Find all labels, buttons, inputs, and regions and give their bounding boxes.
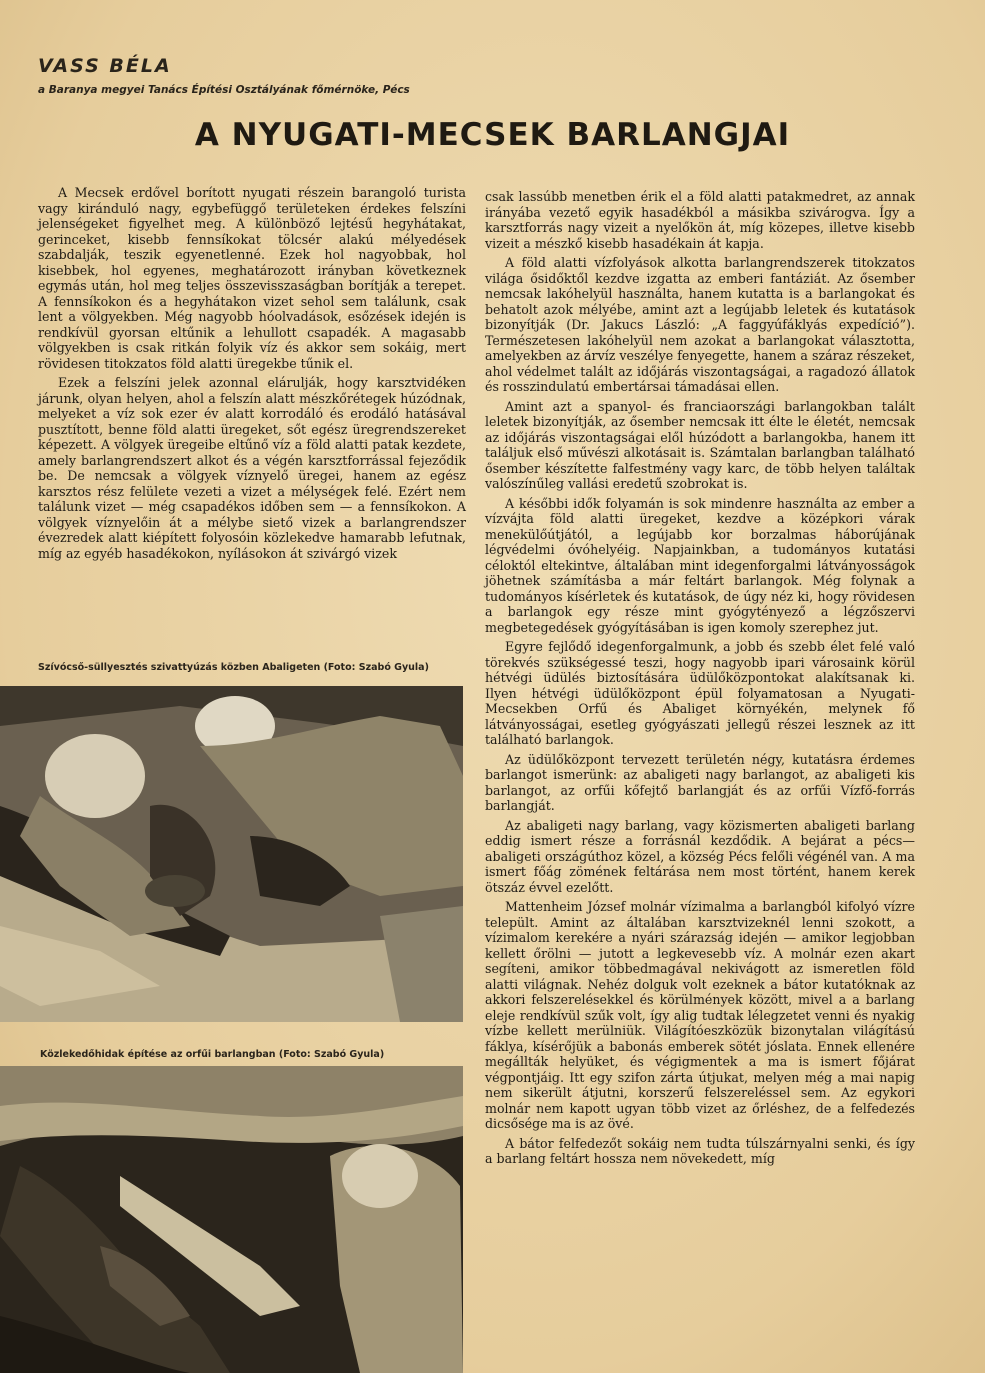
photo-suction-pipe (0, 686, 463, 1022)
right-column (485, 189, 915, 1171)
paragraph: A bátor felfedezőt sokáig nem tudta túlszárnyalni senki, és így a barlang feltárt hossza nem növekedett, míg (485, 1135, 915, 1166)
author-affiliation: a Baranya megyei Tanács Építési Osztályának főmérnöke, Pécs (38, 84, 410, 96)
paragraph: Amint azt a spanyol- és franciaországi barlangokban talált leletek bizonyítják, az ősember nemcsak itt élte le életét, nemcsak az időjárás viszontagságai elől húzódott a barlangokba, hanem itt találjuk első művészi alkotásait is. Számtalan barlangban található ősember készítette falfestmény vagy karc, de több helyen találtak valószínűleg vallási eredetű szobrokat is. (485, 398, 915, 491)
author-name: VASS BÉLA (38, 55, 172, 77)
photo-caption-1: Szívócső-süllyesztés szivattyúzás közben Abaligeten (Foto: Szabó Gyula) (38, 662, 429, 673)
paragraph: A Mecsek erdővel borított nyugati részein barangoló turista vagy kiránduló nagy, egybefüggő területeken érdekes felszíni jelenségeket figyelhet meg. A különböző lejtésű hegyhátakat, gerinceket, kisebb fennsíkokat tölcsér alakú mélyedések szabdalják, teszik egyenetlenné. Ezek hol nagyobbak, hol kisebbek, hol egyenes, meghatározott irányban következnek egymás után, hol meg teljes összevisszaságban borítják a terepet. A fennsíkokon és a hegyhátakon vizet sehol sem találunk, csak lent a völgyekben. Még nagyobb hóolvadások, esőzések idején is rendkívül gyorsan eltűnik a lehullott csapadék. A magasabb völgyekben is csak ritkán folyik víz és akkor sem sokáig, mert rövidesen titokzatos föld alatti üregekbe tűnik el. (38, 185, 466, 371)
paragraph: Ezek a felszíni jelek azonnal elárulják, hogy karsztvidéken járunk, olyan helyen, ahol a felszín alatt mészkőrétegek húzódnak, melyeket a víz sok ezer év alatt korrodáló és erodáló hatásával pusztított, benne föld alatti üregeket, sőt egész üregrendszereket képezett. A völgyek üregeibe eltűnő víz a föld alatti patak kezdete, amely barlangrendszert alkot és a végén karsztforrással fejeződik be. De nemcsak a völgyek víznyelő üregei, hanem az egész karsztos rész felülete vezeti a vizet a mélységek felé. Ezért nem találunk vizet — még csapadékos időben sem — a fennsíkokon. A völgyek víznyelőin át a mélybe siető vizek a barlangrendszer évezredek alatt kiépített folyosóin közlekedve hamarabb lefutnak, míg az egyéb hasadékokon, nyílásokon át szivárgó vizek (38, 375, 466, 561)
paragraph: Mattenheim József molnár vízimalma a barlangból kifolyó vízre települt. Amint az általában karsztvizeknél lenni szokott, a vízimalom kerekére a nyári szárazság idején — amikor legjobban kellett őrölni — jutott a legkevesebb víz. A molnár ezen akart segíteni, amikor többedmagával nekivágott az ismeretlen föld alatti világnak. Nehéz dolguk volt ezeknek a bátor kutatóknak az akkori felszerelésekkel és körülmények között, mivel a a barlang eleje rendkívül szűk volt, így alig tudtak lélegzetet venni és nyakig vízbe kellett merülniük. Világítóeszközük bizonytalan világítású fáklya, kísérőjük a babonás emberek sötét jóslata. Ennek ellenére megállták helyüket, és végigmentek a ma is ismert főjárat végpontjáig. Itt egy szifon zárta útjukat, melyen még a mai napig nem sikerült átjutni, korszerű felszereléssel sem. Az egykori molnár nem kapott ugyan több vizet az őrléshez, de a felfedezés dicsősége ma is az övé. (485, 899, 915, 1131)
paragraph: A későbbi idők folyamán is sok mindenre használta az ember a vízvájta föld alatti üregeket, kezdve a középkori várak menekülőútjától, a legújabb kor borzalmas háborújának légvédelmi óvóhelyéig. Napjainkban, a tudományos kutatási céloktól eltekintve, általában mint idegenforgalmi látványosságok jöhetnek számításba a már feltárt barlangok. Még folynak a tudományos kísérletek és kutatások, de úgy néz ki, hogy rövidesen a barlangok egy része mint gyógytényező a légzőszervi megbetegedések gyógyításában is igen komoly szerephez jut. (485, 495, 915, 635)
paragraph: Az abaligeti nagy barlang, vagy közismerten abaligeti barlang eddig ismert része a forrásnál kezdődik. A bejárat a pécs—abaligeti országúthoz közel, a község Pécs felőli végénél van. A ma ismert főág zömének feltárása nem most történt, hanem kerek ötszáz évvel ezelőtt. (485, 817, 915, 895)
paragraph: Az üdülőközpont tervezett területén négy, kutatásra érdemes barlangot ismerünk: az abaligeti nagy barlangot, az abaligeti kis barlangot, az orfűi kőfejtő barlangját és az orfűi Vízfő-forrás barlangját. (485, 751, 915, 813)
article-title: A NYUGATI-MECSEK BARLANGJAI (194, 117, 791, 153)
paragraph: Egyre fejlődő idegenforgalmunk, a jobb és szebb élet felé való törekvés szükségessé teszi, hogy nagyobb ipari városaink körül hétvégi üdülés biztosítására üdülőközpontokat alakítsanak ki. Ilyen hétvégi üdülőközpont épül folyamatosan a Nyugati-Mecsekben Orfű és Abaliget környékén, melynek fő látványosságai, esetleg gyógyászati jellegű részei lesznek az itt található barlangok. (485, 639, 915, 747)
photo-caption-2: Közlekedőhidak építése az orfűi barlangban (Foto: Szabó Gyula) (40, 1049, 385, 1060)
photo-walkway-construction (0, 1066, 463, 1373)
paragraph: A föld alatti vízfolyások alkotta barlangrendszerek titokzatos világa ősidőktől kezdve izgatta az emberi fantáziát. Az ősember nemcsak lakóhelyül használta, hanem kutatta is a barlangokat és behatolt azok mélyébe, amint azt a legújabb leletek és kutatások bizonyítják (Dr. Jakucs László: „A faggyúfáklyás expedíció”). Természetesen lakóhelyül nem azokat a barlangokat választotta, amelyekben az árvíz veszélye fenyegette, hanem a száraz részeket, ahol védelmet talált az időjárás viszontagságai, a ragadozó állatok és rosszindulatú embertársai támadásai ellen. (485, 255, 915, 394)
left-column (38, 185, 466, 565)
paragraph: csak lassúbb menetben érik el a föld alatti patakmedret, az annak irányába vezető egyik hasadékból a másikba szivárogva. Így a karsztforrás nagy vizeit a nyelőkön át, míg közepes, illetve kisebb vizeit a mészkő kisebb hasadékain át kapja. (485, 189, 915, 251)
